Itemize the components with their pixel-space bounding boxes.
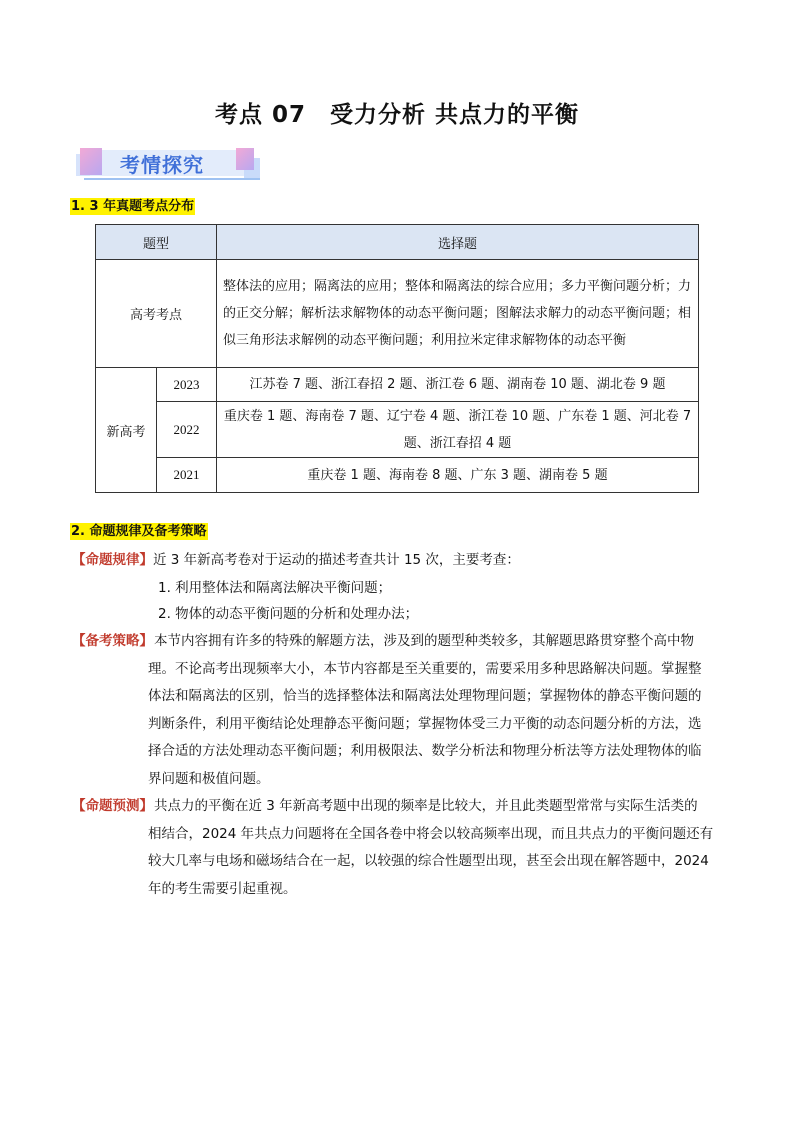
forecast-line: 相结合，2024 年共点力问题将在全国各卷中将会以较高频率出现，而且共点力的平衡问题还有 <box>148 826 714 842</box>
strategy-line: 判断条件，利用平衡结论处理静态平衡问题；掌握物体受三力平衡的动态问题分析的方法，选 <box>148 716 702 732</box>
rule-paragraph <box>72 547 520 575</box>
forecast-line: 较大几率与电场和磁场结合在一起，以较强的综合性题型出现，甚至会出现在解答题中，2024 <box>148 853 709 869</box>
forecast-line: 年的考生需要引起重视。 <box>148 881 297 897</box>
table-header-type: 题型 <box>96 225 217 260</box>
strategy-line: 体法和隔离法的区别，恰当的选择整体法和隔离法处理物理问题；掌握物体的静态平衡问题的 <box>148 688 702 704</box>
strategy-line: 理。不论高考出现频率大小，本节内容都是至关重要的，需要采用多种思路解决问题。掌握整 <box>148 661 702 677</box>
strategy-tag: 【备考策略】 <box>72 633 153 649</box>
strategy-line: 择合适的方法处理动态平衡问题；利用极限法、数学分析法和物理分析法等方法处理物体的临 <box>148 743 702 759</box>
rule-tag: 【命题规律】 <box>72 552 153 568</box>
exam-distribution-table <box>95 224 699 493</box>
strategy-line: 界问题和极值问题。 <box>148 771 270 787</box>
strategy-line: 本节内容拥有许多的特殊的解题方法，涉及到的题型种类较多，其解题思路贯穿整个高中物 <box>154 633 694 649</box>
forecast-tag: 【命题预测】 <box>72 798 153 814</box>
rule-item: 1. 利用整体法和隔离法解决平衡问题； <box>158 580 392 596</box>
rule-text: 近 3 年新高考卷对于运动的描述考查共计 15 次，主要考查： <box>153 552 520 568</box>
banner-label: 考情探究 <box>120 153 204 177</box>
section-1-heading: 1. 3 年真题考点分布 <box>71 199 195 214</box>
year-cell: 2023 <box>157 368 217 402</box>
year-content: 江苏卷 7 题、浙江春招 2 题、浙江卷 6 题、湖南卷 10 题、湖北卷 9 题 <box>217 368 699 402</box>
banner-decoration-left <box>80 148 102 175</box>
section-banner <box>76 146 262 182</box>
year-cell: 2021 <box>157 458 217 493</box>
rule-item: 2. 物体的动态平衡问题的分析和处理办法； <box>158 606 419 622</box>
year-cell: 2022 <box>157 402 217 458</box>
topic-label: 高考考点 <box>96 260 217 368</box>
section-2-heading: 2. 命题规律及备考策略 <box>71 524 207 539</box>
banner-underline <box>84 178 260 180</box>
banner-decoration-right <box>236 148 254 170</box>
year-content: 重庆卷 1 题、海南卷 7 题、辽宁卷 4 题、浙江卷 10 题、广东卷 1 题、河北卷 7 题、浙江春招 4 题 <box>217 402 699 458</box>
page-title: 考点 07 受力分析 共点力的平衡 <box>214 102 580 128</box>
forecast-line: 共点力的平衡在近 3 年新高考题中出现的频率是比较大，并且此类题型常常与实际生活类的 <box>154 798 698 814</box>
topic-text: 整体法的应用；隔离法的应用；整体和隔离法的综合应用；多力平衡问题分析；力的正交分解；解析法求解物体的动态平衡问题；图解法求解力的动态平衡问题；相似三角形法求解例的动态平衡问题；利用拉米定律求解物体的动态平衡 <box>217 260 699 368</box>
table-header-choice: 选择题 <box>217 225 699 260</box>
year-content: 重庆卷 1 题、海南卷 8 题、广东 3 题、湖南卷 5 题 <box>217 458 699 493</box>
group-label: 新高考 <box>96 368 157 493</box>
